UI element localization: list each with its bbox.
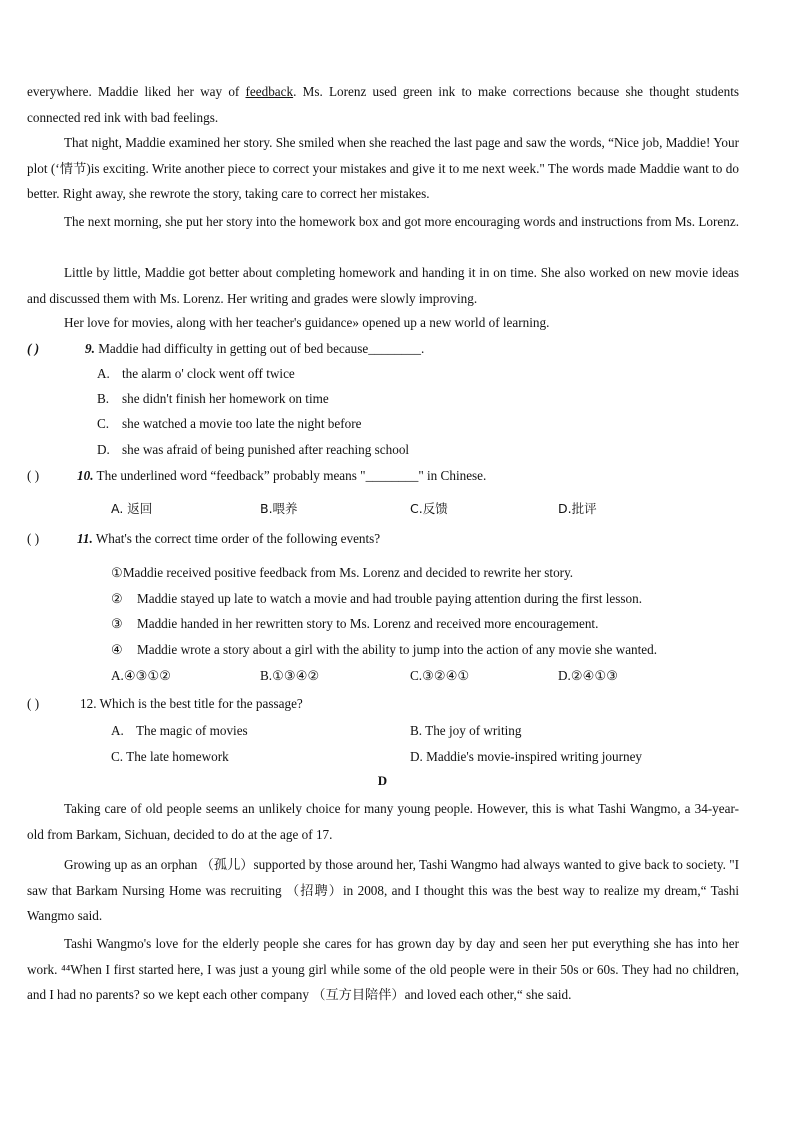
event-marker: ② (111, 591, 123, 606)
option-d[interactable]: D.②④①③ (558, 668, 619, 683)
option-text: she watched a movie too late the night before (122, 416, 362, 431)
option-letter: B. (97, 391, 110, 406)
answer-blank[interactable]: ( ) (27, 468, 40, 483)
option-letter: C. (111, 749, 124, 764)
option-c[interactable] (111, 747, 229, 767)
passage-c-paragraph-1 (27, 79, 739, 130)
question-stem: 12. Which is the best title for the passage? (80, 696, 303, 711)
option-letter: D. (410, 749, 423, 764)
question-12 (27, 694, 739, 714)
question-11 (27, 529, 739, 549)
event-text: Maddie stayed up late to watch a movie and had trouble paying attention during the first lesson. (137, 591, 643, 606)
option-letter: D. (97, 442, 110, 457)
option-letter: B. (410, 723, 423, 738)
option-text: The joy of writing (425, 723, 522, 738)
section-heading-d: D (377, 773, 388, 788)
event-2 (111, 589, 642, 609)
event-text: Maddie received positive feedback from Ms. Lorenz and decided to rewrite her story. (122, 565, 574, 580)
passage-c-paragraph-4: Little by little, Maddie got better about completing homework and handing it in on time. She also worked on new movie ideas and discussed them with Ms. Lorenz. Her writing and grades were slowly improving. (27, 265, 739, 306)
answer-blank[interactable]: ( ) (27, 341, 40, 356)
question-9 (27, 339, 739, 359)
option-letter: C. (97, 416, 110, 431)
option-b[interactable] (410, 721, 521, 741)
question-number: 9. (85, 341, 95, 356)
answer-blank[interactable]: ( ) (27, 531, 40, 546)
passage-c-paragraph-3: The next morning, she put her story into the homework box and got more encouraging words and instructions from Ms. Lorenz. (64, 214, 739, 229)
option-c[interactable]: C.③②④① (410, 668, 470, 683)
option-letter: A. (97, 366, 110, 381)
event-1 (111, 563, 573, 583)
option-text: The late homework (126, 749, 229, 764)
option-a[interactable]: A. 返回 (111, 501, 153, 516)
passage-c-paragraph-5: Her love for movies, along with her teacher's guidance» opened up a new world of learning. (64, 315, 550, 330)
event-text: Maddie handed in her rewritten story to Ms. Lorenz and received more encouragement. (137, 616, 599, 631)
passage-d-paragraph-2: Growing up as an orphan （孤儿）supported by those around her, Tashi Wangmo had always wanted to give back to society. "I saw that Barkam Nursing Home was recruiting （招聘）in 2008, and I thought this was the best way to realize my dream,“ Tashi Wangmo said. (27, 857, 739, 924)
option-b[interactable]: B.①③④② (260, 668, 320, 683)
option-text: she didn't finish her homework on time (122, 391, 329, 406)
event-3 (111, 614, 598, 634)
option-letter: A. (111, 723, 124, 738)
option-c[interactable]: C.反馈 (410, 501, 448, 516)
option-d[interactable] (410, 747, 642, 767)
passage-d-paragraph-3: Tashi Wangmo's love for the elderly people she cares for has grown day by day and seen her put everything she has into her work. ⁴⁴When I first started here, I was just a young girl while some of the old people were in their 50s or 60s. They had no children, and I had no parents? so we kept each other company （互方目陪伴）and loved each other,“ she said. (27, 936, 739, 1003)
option-d[interactable]: D.批评 (558, 501, 597, 516)
question-number: 10. (77, 468, 94, 483)
event-marker: ③ (111, 616, 123, 631)
option-text: The magic of movies (136, 723, 248, 738)
event-marker: ① (111, 565, 123, 580)
passage-c-paragraph-2: That night, Maddie examined her story. She smiled when she reached the last page and saw the words, “Nice job, Maddie! Your plot (‘情节)is exciting. Write another piece to correct your mistakes and give it to me next week." The words made Maddie want to do better. Right away, she rewrote the story, taking care to correct her mistakes. (27, 135, 739, 202)
underlined-word-feedback: feedback (245, 84, 294, 99)
option-a[interactable] (97, 364, 295, 384)
option-text: Maddie's movie-inspired writing journey (426, 749, 643, 764)
option-d[interactable] (97, 440, 409, 460)
option-c[interactable] (97, 414, 362, 434)
text-run: . Ms. Lorenz used green ink to make corrections because she thought students connected red ink with bad feelings. (27, 84, 739, 125)
option-text: she was afraid of being punished after reaching school (122, 442, 410, 457)
event-4 (111, 640, 657, 660)
event-text: Maddie wrote a story about a girl with the ability to jump into the action of any movie she wanted. (137, 642, 658, 657)
option-a[interactable]: A.④③①② (111, 668, 172, 683)
text-run: everywhere. Maddie liked her way of (27, 84, 246, 99)
question-stem: What's the correct time order of the following events? (92, 531, 381, 546)
question-10 (27, 466, 739, 486)
option-a[interactable] (111, 721, 248, 741)
option-text: the alarm o' clock went off twice (122, 366, 295, 381)
passage-d-paragraph-1: Taking care of old people seems an unlikely choice for many young people. However, this is what Tashi Wangmo, a 34-year-old from Barkam, Sichuan, decided to do at the age of 17. (27, 801, 739, 842)
answer-blank[interactable]: ( ) (27, 696, 40, 711)
question-stem: Maddie had difficulty in getting out of bed because________. (94, 341, 425, 356)
question-number: 11. (77, 531, 93, 546)
option-b[interactable]: B.喂养 (260, 501, 298, 516)
option-b[interactable] (97, 389, 329, 409)
event-marker: ④ (111, 642, 123, 657)
question-stem: The underlined word “feedback” probably means "________" in Chinese. (93, 468, 487, 483)
